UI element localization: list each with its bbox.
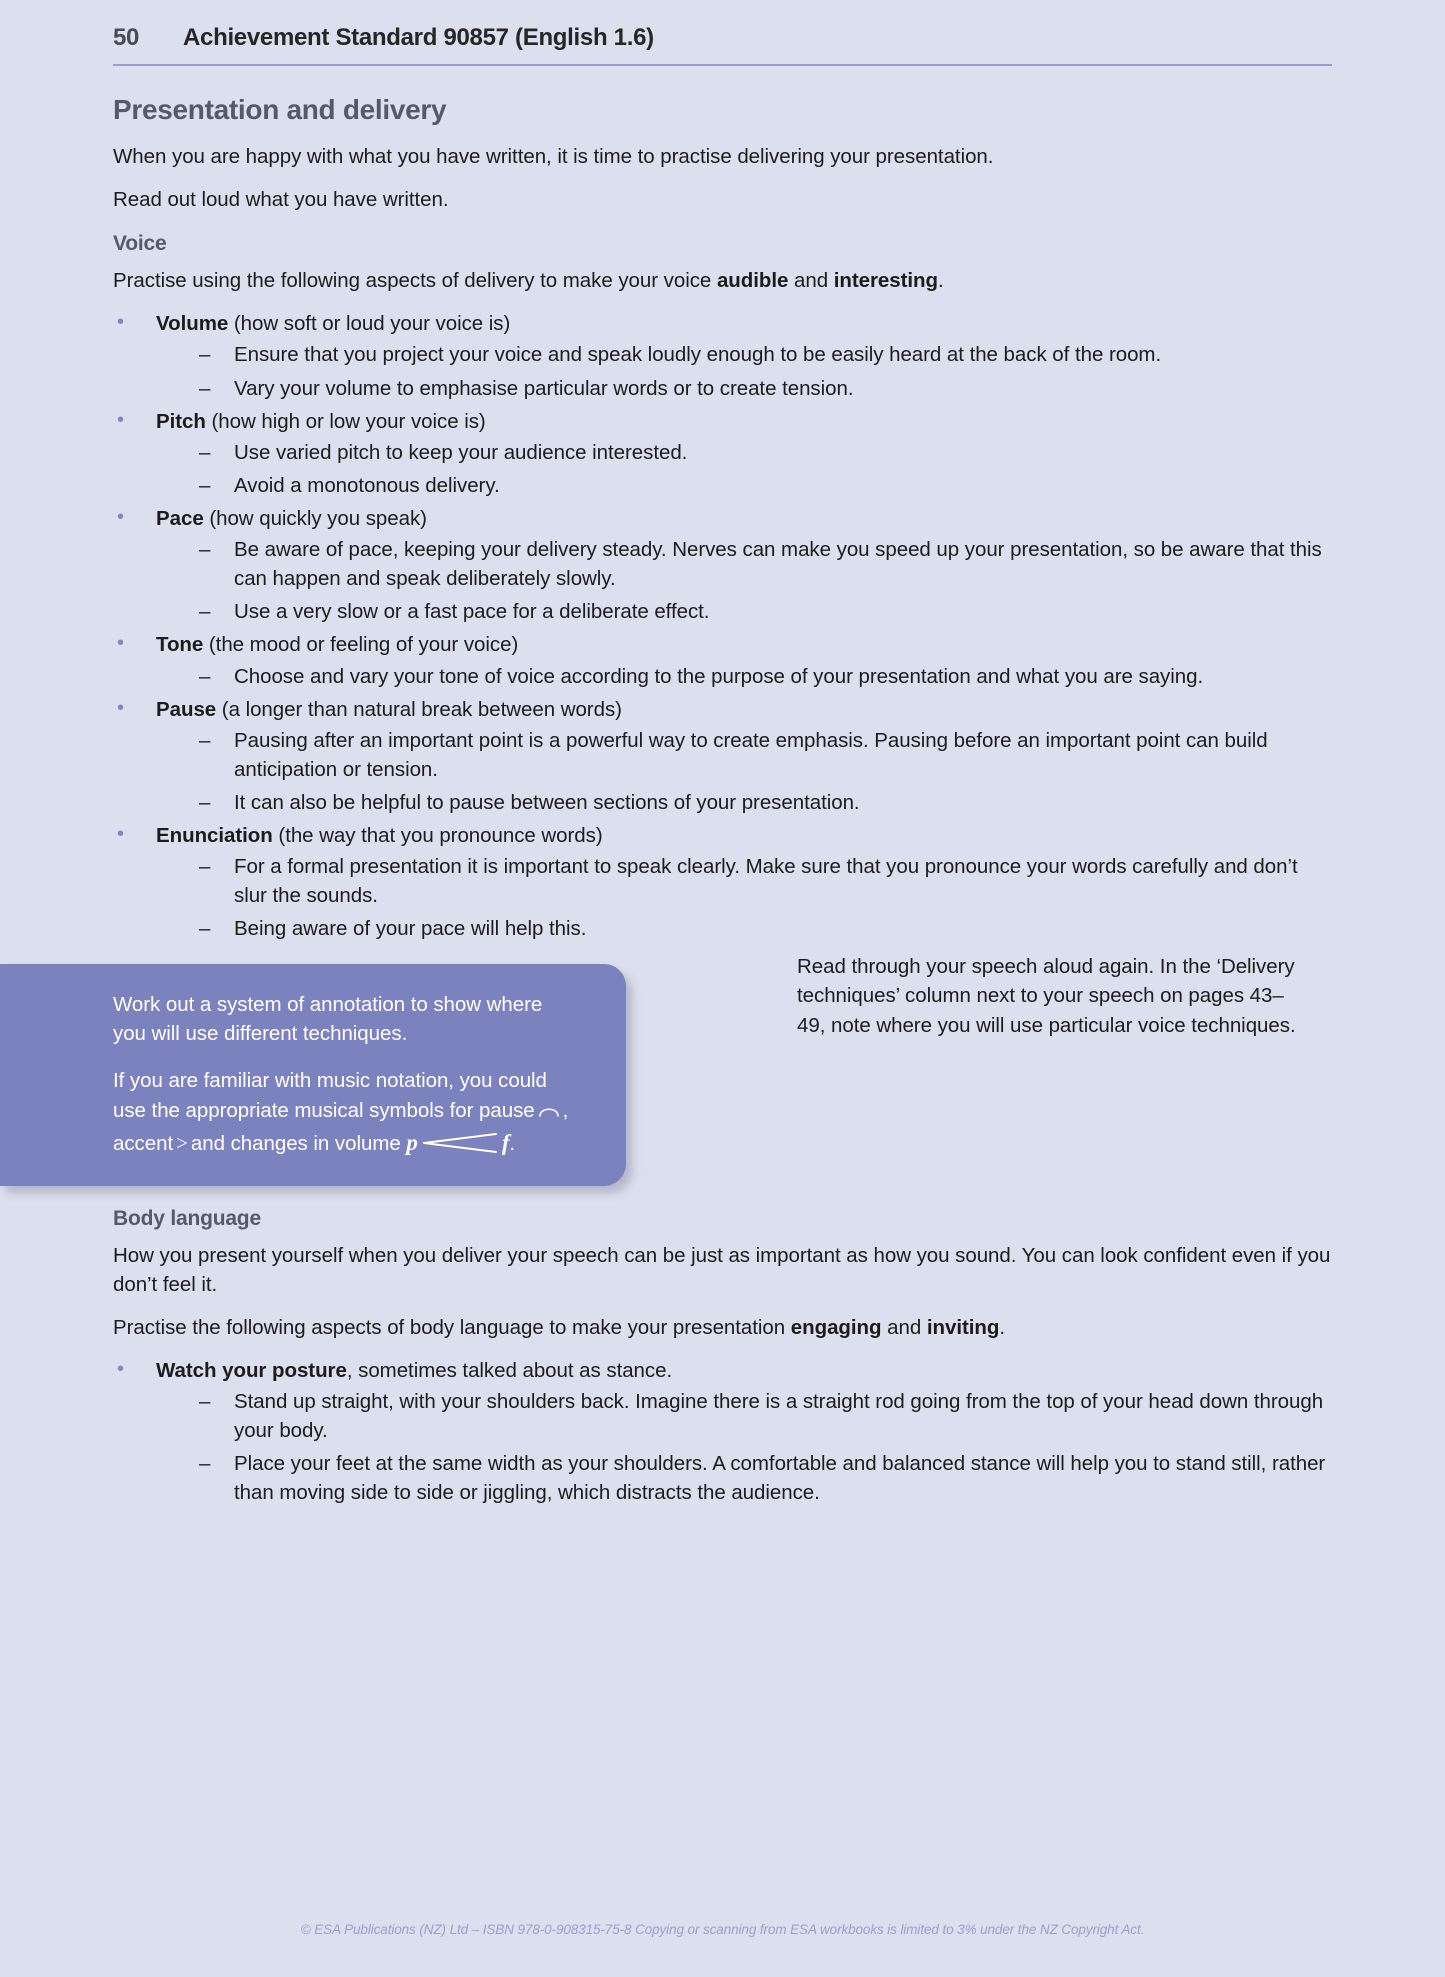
voice-lead-part-c: and <box>788 269 834 293</box>
sub-list-item: – It can also be helpful to pause between sections of your presentation. <box>156 788 1332 817</box>
bl-lead-bold-engaging: engaging <box>790 1315 882 1339</box>
body-language-list <box>113 1356 1332 1508</box>
dynamic-forte-symbol: f <box>501 1130 510 1156</box>
bullet-term: Pitch <box>156 409 206 433</box>
intro-paragraph-1: When you are happy with what you have written, it is time to practise delivering your presentation. <box>113 145 994 168</box>
page-footer <box>0 1921 1445 1939</box>
callout-text-c: and changes in volume <box>190 1132 401 1156</box>
bullet-term: Pace <box>156 506 204 530</box>
sub-list <box>156 662 1332 691</box>
fermata-icon <box>538 1104 560 1118</box>
list-item <box>113 1356 1332 1508</box>
sub-list-item: – Choose and vary your tone of voice according to the purpose of your presentation and what you are saying. <box>156 662 1332 691</box>
bl-lead-part-c: and <box>881 1315 927 1339</box>
list-item <box>113 407 1332 500</box>
voice-lead-part-e: . <box>937 269 944 293</box>
body-language-heading: Body language <box>113 1206 261 1230</box>
bullet-term: Enunciation <box>156 824 273 848</box>
bullet-term: Watch your posture <box>156 1358 347 1382</box>
callout-paragraph-1: Work out a system of annotation to show where you will use different techniques. <box>113 992 543 1046</box>
body-language-lead-paragraph <box>113 1313 1332 1342</box>
dynamic-piano-symbol: p <box>406 1130 418 1156</box>
sub-list-item: – Ensure that you project your voice and speak loudly enough to be easily heard at the back of the room. <box>156 340 1332 369</box>
page-content <box>0 94 1445 1507</box>
voice-aspects-list <box>113 309 1332 943</box>
voice-lead-part-a: Practise using the following aspects of delivery to make your voice <box>113 269 717 293</box>
sub-list <box>156 1387 1332 1507</box>
crescendo-icon <box>422 1132 498 1154</box>
bullet-description: (the way that you pronounce words) <box>272 824 603 848</box>
voice-lead-bold-interesting: interesting <box>833 269 938 293</box>
bullet-term: Pause <box>156 697 217 721</box>
annotation-callout-box <box>0 964 626 1186</box>
side-note <box>797 952 1297 1042</box>
bl-lead-part-e: . <box>999 1315 1005 1339</box>
side-note-text: Read through your speech aloud again. In the ‘Delivery techniques’ column next to your speech on pages 43–49, note where you will use particular voice techniques. <box>797 954 1296 1038</box>
sub-list-item: – For a formal presentation it is important to speak clearly. Make sure that you pronounce your words carefully and don’t slur the sounds. <box>156 852 1332 910</box>
sub-list <box>156 535 1332 626</box>
page-header <box>0 0 1445 52</box>
sub-list-item: – Be aware of pace, keeping your delivery steady. Nerves can make you speed up your presentation, so be aware that this can happen and speak deliberately slowly. <box>156 535 1332 593</box>
bullet-term: Volume <box>156 312 229 336</box>
bullet-description: , sometimes talked about as stance. <box>346 1358 673 1382</box>
callout-paragraph-2 <box>113 1066 580 1159</box>
bullet-description: (how high or low your voice is) <box>205 409 486 433</box>
voice-heading: Voice <box>113 232 167 256</box>
callout-text-d: . <box>509 1132 516 1156</box>
accent-icon: > <box>176 1131 188 1156</box>
sub-list-item: – Place your feet at the same width as your shoulders. A comfortable and balanced stance will help you to stand still, rather than moving side to side or jiggling, which distracts the audience. <box>156 1449 1332 1507</box>
sub-list <box>156 852 1332 943</box>
intro-paragraph-2: Read out loud what you have written. <box>113 188 449 212</box>
list-item <box>113 821 1332 943</box>
sub-list-item: – Being aware of your pace will help this. <box>156 914 1332 943</box>
page-number: 50 <box>113 24 140 51</box>
body-language-paragraph-1: How you present yourself when you deliver your speech can be just as important as how you sound. You can look confident even if you don’t feel it. <box>113 1243 1331 1296</box>
bullet-description: (how soft or loud your voice is) <box>228 312 511 336</box>
list-item <box>113 630 1332 690</box>
copyright-notice: © ESA Publications (NZ) Ltd – ISBN 978-0-908315-75-8 Copying or scanning from ESA workbooks is limited to 3% under the NZ Copyright Act. <box>300 1922 1145 1937</box>
sub-list <box>156 340 1332 402</box>
bullet-description: (a longer than natural break between words) <box>216 697 622 721</box>
sub-list <box>156 726 1332 817</box>
sub-list <box>156 438 1332 500</box>
callout-text-a: If you are familiar with music notation, you could use the appropriate musical symbols for pause <box>113 1069 547 1123</box>
sub-list-item: – Stand up straight, with your shoulders back. Imagine there is a straight rod going from the top of your head down through your body. <box>156 1387 1332 1445</box>
bullet-description: (how quickly you speak) <box>203 506 427 530</box>
bullet-description: (the mood or feeling of your voice) <box>203 633 519 657</box>
bl-lead-part-a: Practise the following aspects of body language to make your presentation <box>113 1315 791 1339</box>
voice-lead-paragraph <box>113 266 1332 295</box>
sub-list-item: – Avoid a monotonous delivery. <box>156 471 1332 500</box>
list-item <box>113 695 1332 817</box>
page-title: Achievement Standard 90857 (English 1.6) <box>183 24 654 51</box>
header-divider <box>113 64 1332 66</box>
list-item <box>113 504 1332 626</box>
sub-list-item: – Pausing after an important point is a powerful way to create emphasis. Pausing before an important point can build anticipation or tension. <box>156 726 1332 784</box>
callout-row <box>0 954 1445 1159</box>
bullet-term: Tone <box>156 633 204 657</box>
list-item <box>113 309 1332 402</box>
voice-lead-bold-audible: audible <box>716 269 789 293</box>
section-heading: Presentation and delivery <box>113 94 447 125</box>
sub-list-item: – Vary your volume to emphasise particular words or to create tension. <box>156 374 1332 403</box>
sub-list-item: – Use varied pitch to keep your audience interested. <box>156 438 1332 467</box>
callout-text-b: , accent <box>113 1099 569 1156</box>
sub-list-item: – Use a very slow or a fast pace for a deliberate effect. <box>156 597 1332 626</box>
bl-lead-bold-inviting: inviting <box>926 1315 1000 1339</box>
